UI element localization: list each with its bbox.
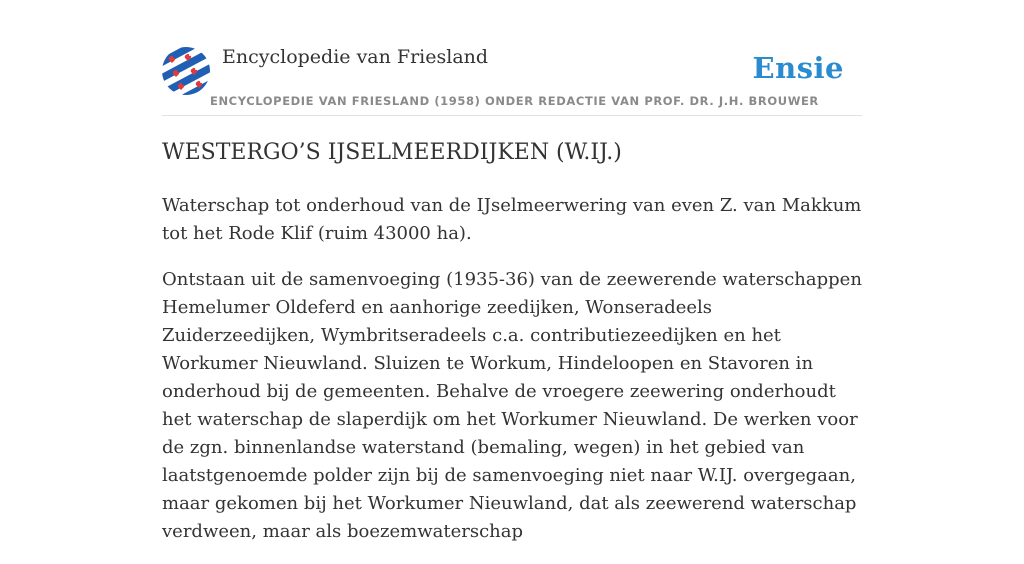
site-subtitle: ENCYCLOPEDIE VAN FRIESLAND (1958) ONDER REDACTIE VAN PROF. DR. J.H. BROUWER xyxy=(210,94,819,108)
entry-title: WESTERGO’S IJSELMEERDIJKEN (W.IJ.) xyxy=(162,140,622,165)
entry-paragraph: Waterschap tot onderhoud van de IJselmeerwering van even Z. van Makkum tot het Rode Klif (ruim 43000 ha). xyxy=(162,195,862,244)
friesland-flag-icon[interactable] xyxy=(162,47,210,95)
entry-body xyxy=(162,192,862,564)
site-title[interactable]: Encyclopedie van Friesland xyxy=(222,46,489,68)
entry-paragraph: Ontstaan uit de samenvoeging (1935-36) van de zeewerende waterschappen Hemelumer Oldeferd en aanhorige zeedijken, Wonseradeels Zuiderzeedijken, Wymbritseradeels c.a. contributiezeedijken en het Workumer Nieuwland. Sluizen te Workum, Hindeloopen en Stavoren in onderhoud bij de gemeenten. Behalve de vroegere zeewering onderhoudt het waterschap de slaperdijk om het Workumer Nieuwland. De werken voor de zgn. binnenlandse waterstand (bemaling, wegen) in het gebied van laatstgenoemde polder zijn bij de samenvoeging niet naar W.IJ. overgegaan, maar gekomen bij het Workumer Nieuwland, dat als zeewerend waterschap verdween, maar als boezemwaterschap xyxy=(162,269,862,542)
header-divider xyxy=(162,115,862,116)
ensie-logo[interactable]: Ensie xyxy=(752,51,844,85)
